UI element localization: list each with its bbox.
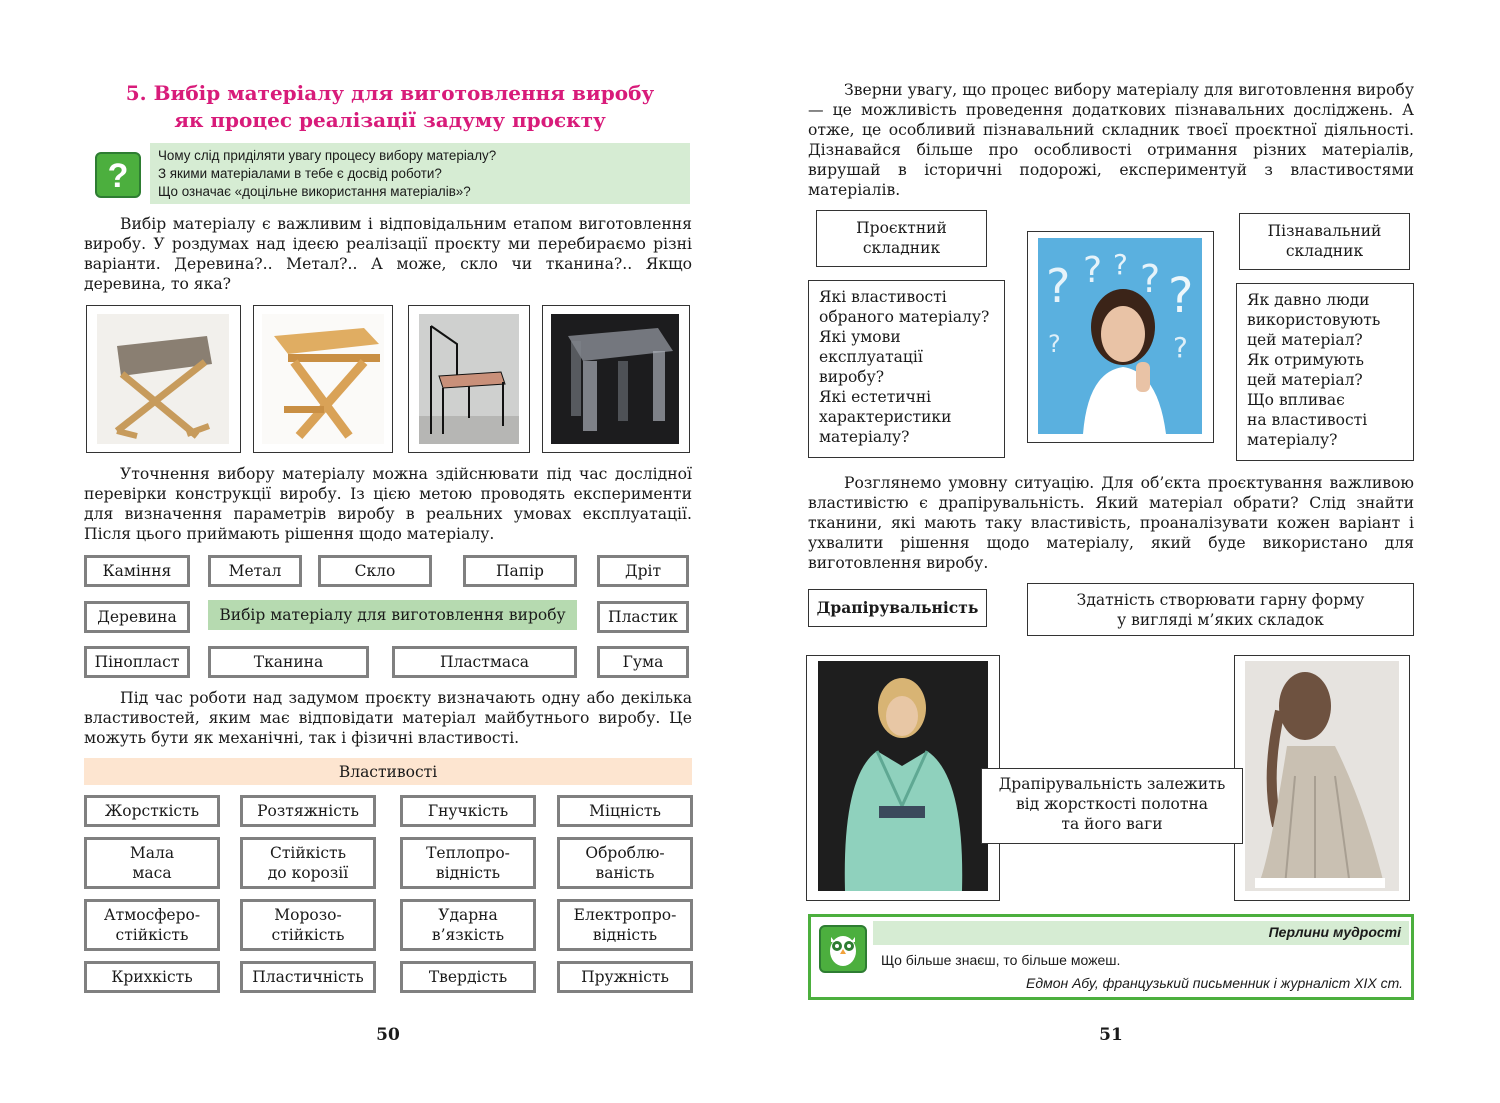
material-paper: Папір [463, 555, 577, 587]
paragraph-intro: Вибір матеріалу є важливим і відповідальним етапом виготовлення виробу. У роздумах над ідеєю реалізації проєкту ми перебираємо різні варіанти. Деревина?.. Метал?.. А може, скло чи тканина?.. Якщо деревина, то яка? [84, 215, 692, 293]
property-frost: Морозо- стійкість [240, 899, 376, 951]
svg-text:?: ? [1173, 331, 1188, 364]
property-flexibility: Гнучкість [400, 795, 536, 827]
material-wire: Дріт [597, 555, 689, 587]
property-low-mass: Мала маса [84, 837, 220, 889]
property-corrosion: Стійкість до корозії [240, 837, 376, 889]
photo-thinking-girl [1027, 231, 1214, 443]
photo-wooden-stool [253, 305, 393, 453]
property-thermal: Теплопро- відність [400, 837, 536, 889]
paragraph-cognitive: Зверни увагу, що процес вибору матеріалу для виготовлення виробу — це можливість проведення додаткових пізнавальних досліджень. А отже, це особливий пізнавальний складник твоєї проєктної діяльності. Дізнавайся більше про особливості отримання різних матеріалів, вирушай в історичні подорожі, експериментуй з властивостями матеріалів. [808, 81, 1414, 199]
property-stretch: Розтяжність [240, 795, 376, 827]
svg-text:?: ? [1048, 330, 1061, 358]
paragraph-situation: Розглянемо умовну ситуацію. Для об’єкта проєктування важливою властивістю є драпірувальність. Який матеріал обрати? Слід знайти тканини, які мають таку властивість, проаналізувати кожен варіант і ухвалити рішення щодо матеріалу, який буде використано для виготовлення виробу. [808, 474, 1414, 572]
material-metal: Метал [208, 555, 302, 587]
property-electrical: Електропро- відність [557, 899, 693, 951]
cognitive-questions-box: Як давно люди використовують цей матеріал? Як отримують цей матеріал? Що впливає на властивості матеріалу? [1236, 283, 1414, 461]
svg-text:?: ? [1083, 250, 1103, 291]
material-choice-center: Вибір матеріалу для виготовлення виробу [208, 600, 577, 630]
property-hardness: Твердість [400, 961, 536, 993]
page-number-left: 50 [376, 1025, 400, 1045]
svg-text:?: ? [1046, 259, 1071, 313]
property-elasticity: Пружність [557, 961, 693, 993]
wisdom-box [808, 914, 1414, 1000]
property-impact: Ударна в’язкість [400, 899, 536, 951]
paragraph-experiments: Уточнення вибору матеріалу можна здійснювати під час дослідної перевірки конструкції виробу. Із цією метою проводять експерименти для визначення параметрів виробу в реальних умовах експлуатації. Після цього приймають рішення щодо матеріалу. [84, 465, 692, 543]
material-fabric: Тканина [208, 646, 369, 678]
property-strength: Міцність [557, 795, 693, 827]
property-workability: Оброблю- ваність [557, 837, 693, 889]
draping-definition: Здатність створювати гарну форму у вигляді м’яких складок [1027, 583, 1414, 636]
question-box: Чому слід приділяти увагу процесу вибору матеріалу? З якими матеріалами в тебе є досвід роботи? Що означає «доцільне використання матеріалів»? [150, 143, 690, 204]
photo-kimono [806, 655, 1000, 901]
material-plastics: Пластмаса [392, 646, 577, 678]
svg-text:?: ? [1140, 257, 1161, 301]
wisdom-author: Едмон Абу, французький письменник і журналіст XIX ст. [1026, 975, 1403, 991]
wisdom-header: Перлини мудрості [873, 921, 1409, 945]
material-rubber: Гума [597, 646, 689, 678]
page-title: 5. Вибір матеріалу для виготовлення виробу як процес реалізації задуму проєкту [125, 81, 655, 132]
material-wood: Деревина [84, 601, 190, 633]
material-plastic: Пластик [597, 601, 689, 633]
property-plasticity: Пластичність [240, 961, 376, 993]
svg-text:?: ? [1113, 248, 1128, 281]
svg-text:?: ? [1168, 268, 1194, 324]
page-number-right: 51 [1099, 1025, 1123, 1045]
project-component-box: Проєктний складник [816, 210, 987, 267]
draping-note: Драпірувальність залежить від жорсткості полотна та його ваги [981, 768, 1243, 844]
wisdom-quote: Що більше знаєш, то більше можеш. [881, 952, 1121, 968]
cognitive-component-box: Пізнавальний складник [1239, 213, 1410, 270]
paragraph-properties: Під час роботи над задумом проєкту визначають одну або декілька властивостей, яким має відповідати матеріал майбутнього виробу. Це можуть бути як механічні, так і фізичні властивості. [84, 689, 692, 747]
material-glass: Скло [318, 555, 432, 587]
properties-header: Властивості [84, 758, 692, 785]
photo-glass-table [542, 305, 690, 453]
photo-fabric-stool [86, 305, 241, 453]
property-weather: Атмосферо- стійкість [84, 899, 220, 951]
property-brittleness: Крихкість [84, 961, 220, 993]
draping-label: Драпірувальність [808, 589, 987, 627]
owl-icon [819, 925, 867, 973]
photo-metal-chair [408, 305, 530, 453]
material-stone: Каміння [84, 555, 190, 587]
photo-linen-dress [1234, 655, 1410, 901]
property-rigidity: Жорсткість [84, 795, 220, 827]
question-icon: ? [95, 152, 141, 198]
project-questions-box: Які властивості обраного матеріалу? Які умови експлуатації виробу? Які естетичні характеристики матеріалу? [808, 280, 1005, 458]
material-foam: Пінопласт [84, 646, 190, 678]
